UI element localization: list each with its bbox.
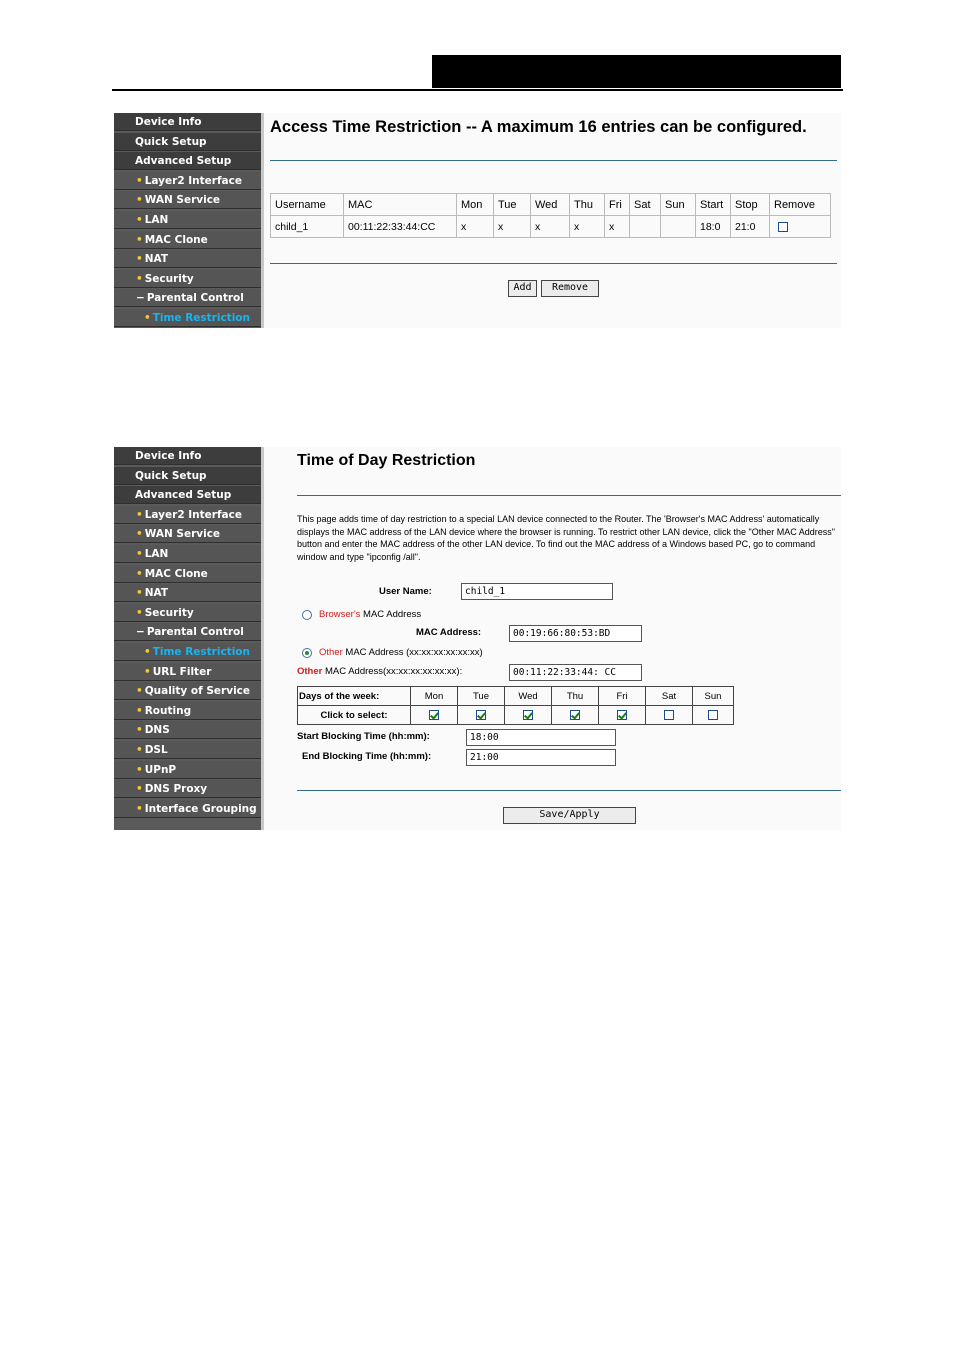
sidebar-item-label: Quick Setup: [135, 469, 207, 482]
day-checkbox-sun[interactable]: [708, 710, 718, 720]
add-button[interactable]: Add: [508, 280, 537, 297]
bullet-icon: −: [136, 292, 145, 305]
day-checkbox-mon[interactable]: [429, 710, 439, 720]
sidebar-item-upnp[interactable]: [114, 761, 261, 779]
sidebar-item-label: DNS: [144, 724, 170, 737]
sidebar-item-label: Layer2 Interface: [144, 174, 242, 187]
col-header: Fri: [605, 194, 630, 216]
sidebar-item-label: DSL: [144, 743, 168, 756]
sidebar-item-label: Advanced Setup: [135, 155, 232, 168]
sidebar-item-label: Parental Control: [146, 292, 244, 305]
sidebar-nav: [114, 447, 261, 830]
sidebar-item-nat[interactable]: [114, 250, 261, 268]
sidebar-item-label: DNS Proxy: [144, 783, 208, 796]
sidebar-item-label: Time Restriction: [152, 311, 250, 324]
main-content: [264, 447, 841, 830]
cell-tue: x: [494, 216, 531, 238]
sidebar-item-label: Security: [144, 606, 194, 619]
col-header: Start: [696, 194, 731, 216]
day-checkbox-fri[interactable]: [617, 710, 627, 720]
day-header: Sat: [646, 687, 693, 706]
header-rule: [112, 89, 843, 91]
sidebar-nav: [114, 113, 261, 328]
day-header: Sun: [693, 687, 734, 706]
browser-mac-radio-label: Browser's MAC Address: [319, 609, 422, 620]
sidebar-item-nat[interactable]: [114, 584, 261, 602]
bullet-icon: •: [136, 587, 143, 600]
sidebar-item-label: WAN Service: [144, 528, 221, 541]
sidebar-item-mac-clone[interactable]: [114, 231, 261, 249]
sidebar-item-label: MAC Clone: [144, 233, 208, 246]
sidebar-item-device-info[interactable]: [114, 447, 261, 465]
col-header: Mon: [457, 194, 494, 216]
bullet-icon: •: [136, 704, 143, 717]
page-title: Access Time Restriction -- A maximum 16 entries can be configured.: [270, 118, 807, 136]
day-checkbox-tue[interactable]: [476, 710, 486, 720]
day-header: Wed: [505, 687, 552, 706]
sidebar-item-interface-grouping[interactable]: [114, 800, 261, 818]
bullet-icon: •: [136, 783, 143, 796]
day-header: Fri: [599, 687, 646, 706]
sidebar-item-dsl[interactable]: [114, 741, 261, 759]
cell-start: 18:0: [696, 216, 731, 238]
sidebar-item-label: Device Info: [135, 450, 202, 462]
sidebar-item-label: UPnP: [144, 763, 177, 776]
mac-address-label: MAC Address:: [416, 627, 482, 638]
bullet-icon: •: [144, 665, 151, 678]
sidebar-item-mac-clone[interactable]: [114, 565, 261, 583]
sidebar-item-quick-setup[interactable]: [114, 133, 261, 151]
start-time-label: Start Blocking Time (hh:mm):: [297, 731, 430, 742]
sidebar-item-label: Security: [144, 272, 194, 285]
day-checkbox-sat[interactable]: [664, 710, 674, 720]
sidebar-item-label: Advanced Setup: [135, 489, 232, 502]
sidebar-item-url-filter[interactable]: [114, 663, 261, 681]
time-of-day-restriction-screenshot: [114, 447, 841, 830]
sidebar-item-label: LAN: [144, 213, 169, 226]
page-description: This page adds time of day restriction to a special LAN device connected to the Router. The 'Browser's MAC Address' automatically displays the MAC address of the LAN device where the browser is running. To restrict other LAN device, click the "Other MAC Address" button and enter the MAC address of the other LAN device. To find out the MAC address of a Windows based PC, go to command window and type "ipconfig /all".: [297, 514, 835, 562]
day-cell: [693, 706, 734, 725]
sidebar-item-dns[interactable]: [114, 721, 261, 739]
day-cell: [458, 706, 505, 725]
col-header: Sun: [661, 194, 696, 216]
bullet-icon: •: [136, 606, 143, 619]
user-name-input[interactable]: child_1: [461, 583, 613, 600]
other-mac-label: Other MAC Address(xx:xx:xx:xx:xx:xx):: [297, 666, 463, 677]
sidebar-item-time-restriction[interactable]: [114, 309, 261, 327]
mac-address-field[interactable]: 00:19:66:80:53:BD: [509, 625, 642, 642]
bullet-icon: •: [136, 174, 143, 187]
sidebar-item-advanced-setup[interactable]: [114, 486, 261, 504]
sidebar-item-routing[interactable]: [114, 702, 261, 720]
form-divider: [297, 790, 841, 791]
col-header: Username: [271, 194, 344, 216]
sidebar-item-time-restriction[interactable]: [114, 643, 261, 661]
sidebar-item-parental-control[interactable]: [114, 289, 261, 307]
day-header: Mon: [411, 687, 458, 706]
sidebar-item-lan[interactable]: [114, 211, 261, 229]
bullet-icon: •: [136, 508, 143, 521]
days-header-row: [298, 687, 734, 706]
day-header: Tue: [458, 687, 505, 706]
bullet-icon: •: [136, 685, 143, 698]
cell-stop: 21:0: [731, 216, 770, 238]
bullet-icon: •: [136, 802, 143, 815]
cell-wed: x: [531, 216, 570, 238]
bullet-icon: •: [144, 645, 151, 658]
cell-fri: x: [605, 216, 630, 238]
restriction-table: [270, 193, 831, 238]
end-time-input[interactable]: 21:00: [466, 749, 616, 766]
col-header: Remove: [770, 194, 831, 216]
click-to-select-label: Click to select:: [298, 706, 411, 725]
day-cell: [599, 706, 646, 725]
bullet-icon: •: [136, 724, 143, 737]
sidebar-item-label: NAT: [144, 587, 168, 600]
browser-mac-radio[interactable]: [302, 610, 312, 620]
day-header: Thu: [552, 687, 599, 706]
sidebar-item-label: Quick Setup: [135, 135, 207, 148]
bullet-icon: •: [136, 763, 143, 776]
bullet-icon: •: [144, 311, 151, 324]
sidebar-item-label: Interface Grouping: [144, 802, 257, 815]
cell-mac: 00:11:22:33:44:CC: [344, 216, 457, 238]
other-mac-radio[interactable]: [302, 648, 312, 658]
cell-remove: [770, 216, 831, 238]
sidebar-item-label: Device Info: [135, 116, 202, 128]
sidebar-item-label: Parental Control: [146, 626, 244, 639]
day-checkbox-thu[interactable]: [570, 710, 580, 720]
day-checkbox-wed[interactable]: [523, 710, 533, 720]
sidebar-item-label: LAN: [144, 547, 169, 560]
sidebar-item-wan-service[interactable]: [114, 191, 261, 209]
day-cell: [552, 706, 599, 725]
sidebar-item-label: Routing: [144, 704, 192, 717]
day-cell: [505, 706, 552, 725]
bullet-icon: •: [136, 743, 143, 756]
sidebar-item-label: Layer2 Interface: [144, 508, 242, 521]
bullet-icon: •: [136, 528, 143, 541]
table-header-row: [271, 194, 831, 216]
sidebar-item-label: NAT: [144, 253, 168, 266]
other-mac-input[interactable]: 00:11:22:33:44: CC: [509, 664, 642, 681]
days-select-row: [298, 706, 734, 725]
bullet-icon: •: [136, 194, 143, 207]
header-black-bar: [432, 55, 841, 88]
sidebar-item-security[interactable]: [114, 604, 261, 622]
bullet-icon: −: [136, 626, 145, 639]
col-header: Stop: [731, 194, 770, 216]
remove-button[interactable]: Remove: [541, 280, 599, 297]
save-apply-button[interactable]: Save/Apply: [503, 807, 636, 824]
cell-sun: [661, 216, 696, 238]
page-title: Time of Day Restriction: [297, 452, 476, 469]
cell-sat: [630, 216, 661, 238]
end-time-label: End Blocking Time (hh:mm):: [302, 751, 432, 762]
remove-checkbox[interactable]: [778, 222, 788, 232]
bullet-icon: •: [136, 233, 143, 246]
cell-username: child_1: [271, 216, 344, 238]
table-divider: [270, 263, 837, 264]
sidebar-item-label: URL Filter: [152, 665, 212, 678]
col-header: Tue: [494, 194, 531, 216]
table-row: [271, 216, 831, 238]
bullet-icon: •: [136, 272, 143, 285]
col-header: MAC: [344, 194, 457, 216]
cell-thu: x: [570, 216, 605, 238]
title-divider: [270, 160, 837, 161]
sidebar-item-security[interactable]: [114, 270, 261, 288]
sidebar-item-device-info[interactable]: [114, 113, 261, 131]
sidebar-item-label: WAN Service: [144, 194, 221, 207]
sidebar-item-lan[interactable]: [114, 545, 261, 563]
sidebar-item-label: Quality of Service: [144, 685, 251, 698]
bullet-icon: •: [136, 567, 143, 580]
sidebar-item-quick-setup[interactable]: [114, 467, 261, 485]
sidebar-item-quality-of-service[interactable]: [114, 682, 261, 700]
sidebar-item-advanced-setup[interactable]: [114, 152, 261, 170]
col-header: Thu: [570, 194, 605, 216]
sidebar-item-parental-control[interactable]: [114, 623, 261, 641]
bullet-icon: •: [136, 213, 143, 226]
col-header: Wed: [531, 194, 570, 216]
days-table: [297, 686, 734, 725]
sidebar-item-wan-service[interactable]: [114, 525, 261, 543]
bullet-icon: •: [136, 547, 143, 560]
bullet-icon: •: [136, 253, 143, 266]
sidebar-item-dns-proxy[interactable]: [114, 780, 261, 798]
sidebar-item-layer2-interface[interactable]: [114, 172, 261, 190]
sidebar-item-label: MAC Clone: [144, 567, 208, 580]
other-mac-radio-label: Other MAC Address (xx:xx:xx:xx:xx:xx): [319, 647, 483, 658]
user-name-label: User Name:: [379, 586, 432, 597]
access-time-restriction-screenshot: [114, 113, 841, 328]
col-header: Sat: [630, 194, 661, 216]
cell-mon: x: [457, 216, 494, 238]
sidebar-item-layer2-interface[interactable]: [114, 506, 261, 524]
main-content: [264, 113, 841, 328]
title-divider: [297, 495, 841, 496]
day-cell: [646, 706, 693, 725]
day-cell: [411, 706, 458, 725]
start-time-input[interactable]: 18:00: [466, 729, 616, 746]
days-label: Days of the week:: [298, 687, 411, 706]
sidebar-item-label: Time Restriction: [152, 645, 250, 658]
